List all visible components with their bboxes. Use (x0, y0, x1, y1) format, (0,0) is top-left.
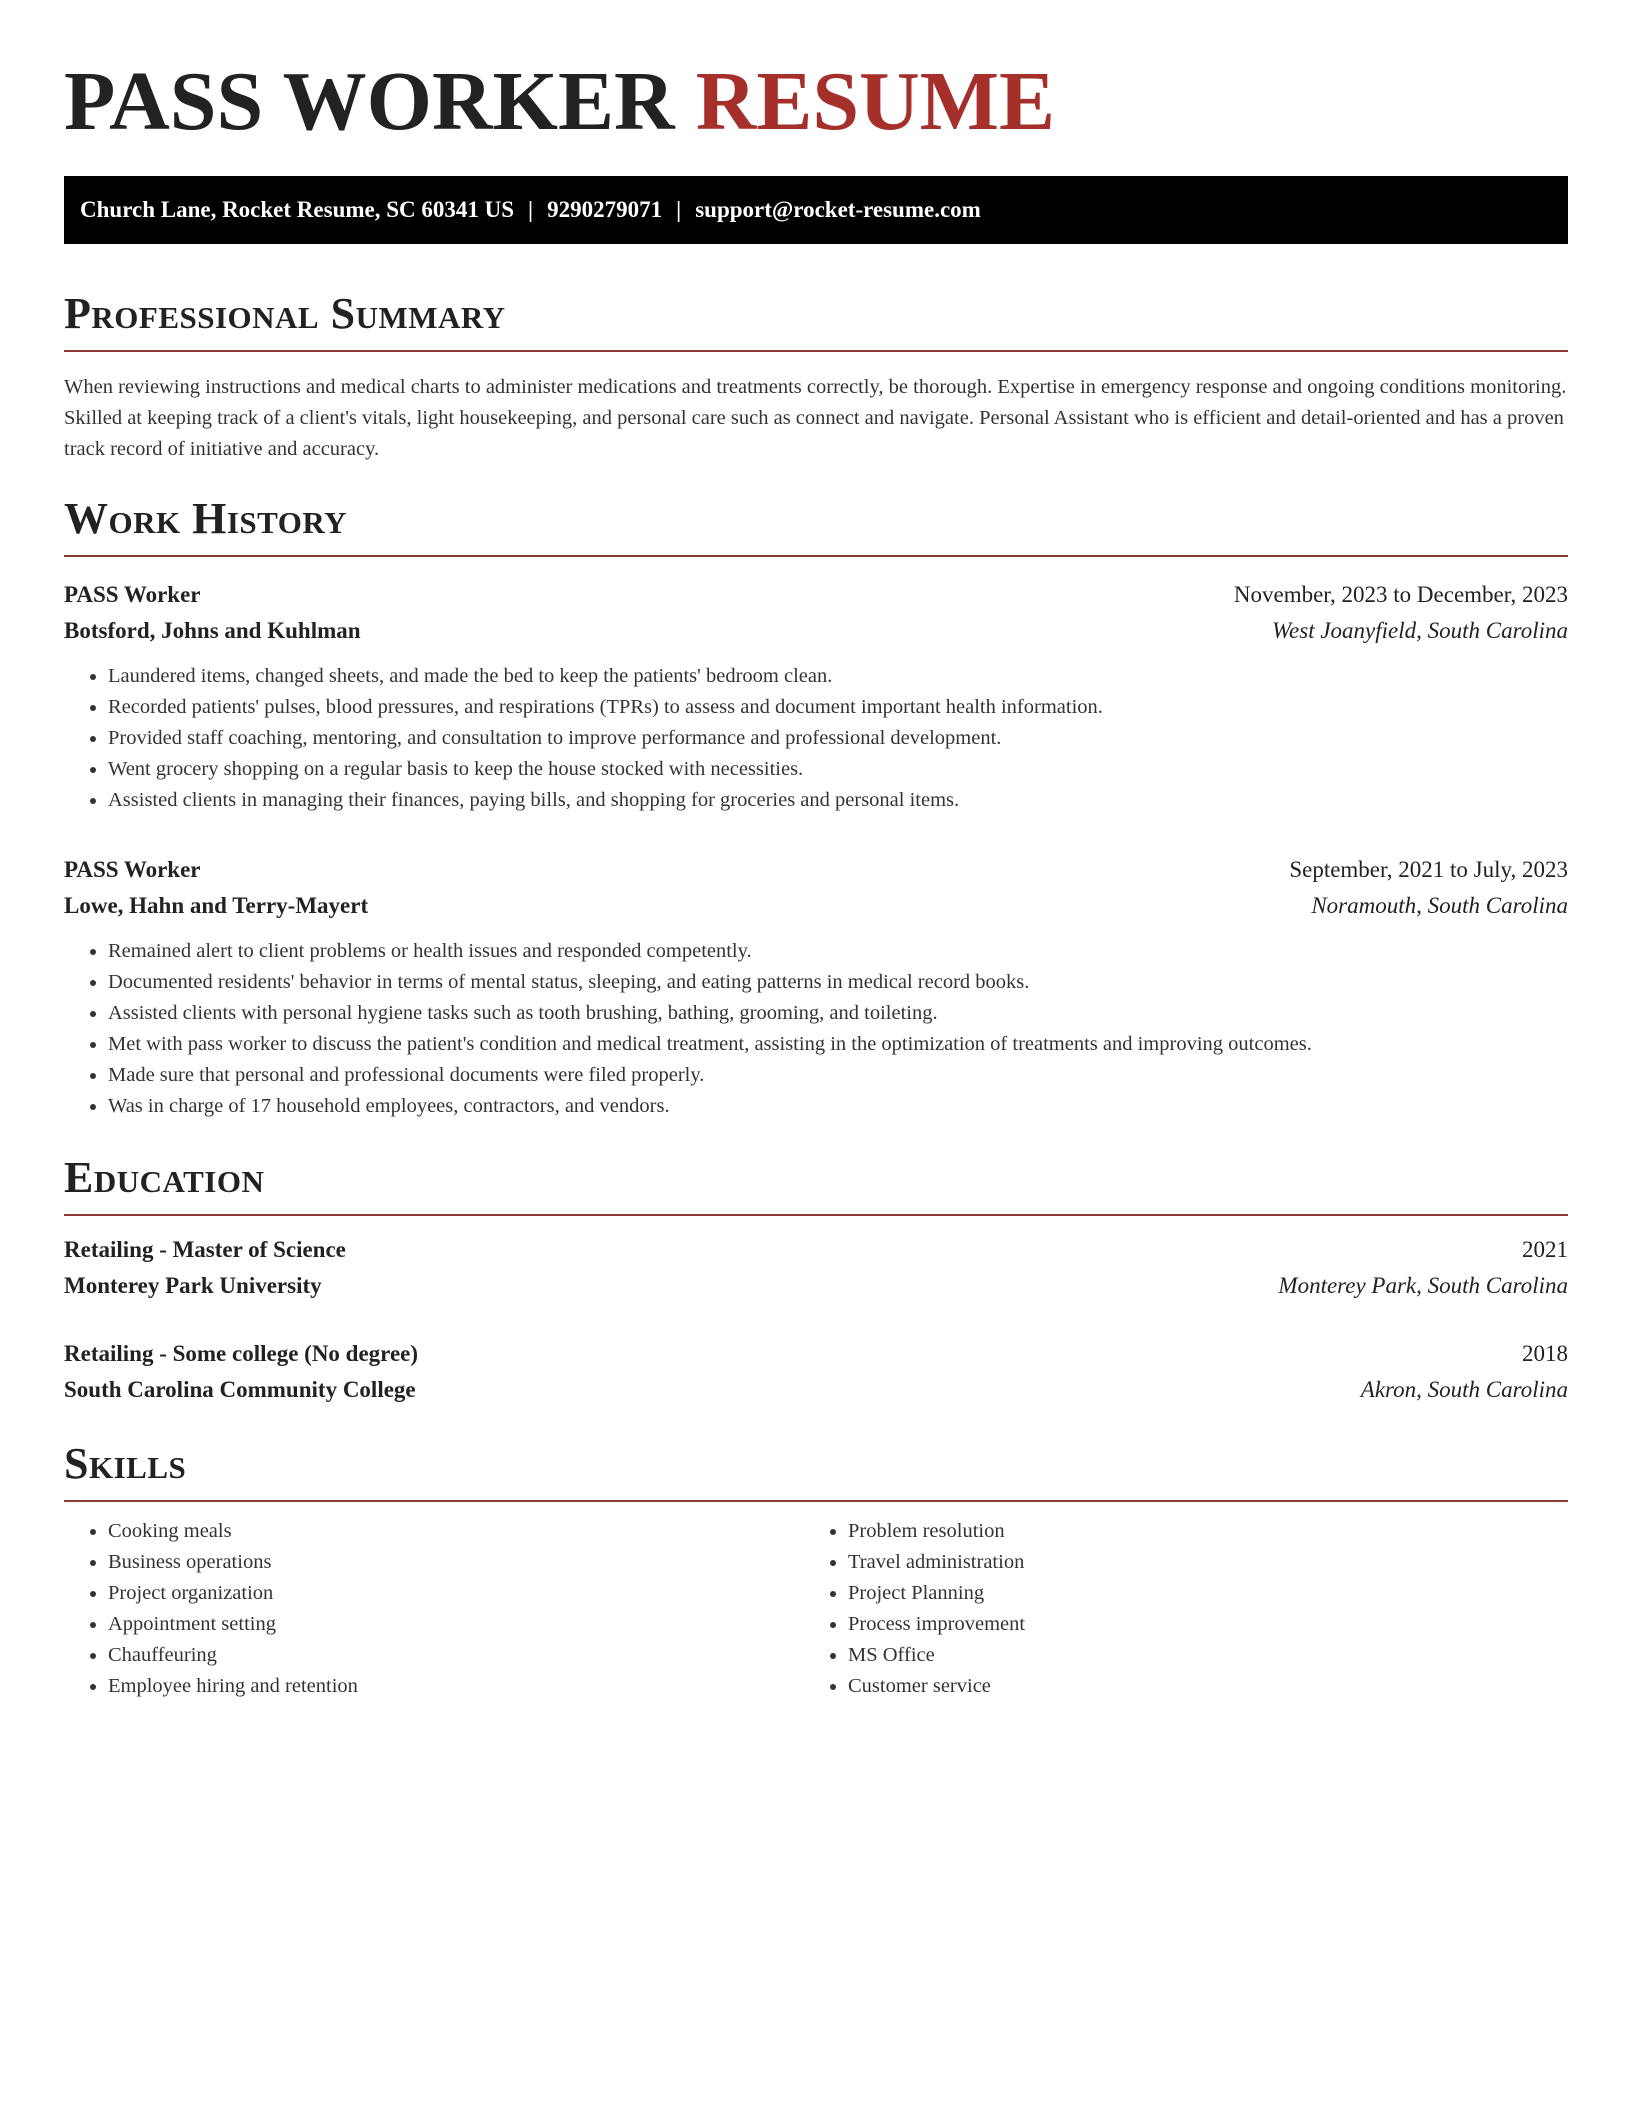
skills-list (64, 1516, 804, 1702)
skill-item: • Appointment setting (108, 1609, 804, 1640)
education-school-row (64, 1372, 1568, 1408)
job-duty: • Recorded patients' pulses, blood pressures, and respirations (TPRs) to assess and document important health information. (108, 692, 1568, 723)
skill-item: • Cooking meals (108, 1516, 804, 1547)
section-divider (64, 555, 1568, 557)
skill-item: • Project organization (108, 1578, 804, 1609)
section-divider (64, 1500, 1568, 1502)
job-company: Lowe, Hahn and Terry-Mayert (64, 893, 369, 918)
contact-bar (64, 176, 1568, 244)
job-duty: • Laundered items, changed sheets, and made the bed to keep the patients' bedroom clean. (108, 661, 1568, 692)
education-year: 2021 (1522, 1237, 1568, 1262)
skill-item: • Process improvement (848, 1609, 1544, 1640)
skills-grid (64, 1516, 1568, 1702)
education-degree-row (64, 1336, 1568, 1372)
job-dates: September, 2021 to July, 2023 (1289, 857, 1568, 882)
job-duty: • Was in charge of 17 household employees, contractors, and vendors. (108, 1091, 1568, 1122)
education-school-row (64, 1268, 1568, 1304)
job-duties-list (64, 661, 1568, 816)
job-company: Botsford, Johns and Kuhlman (64, 618, 361, 643)
skill-item: • MS Office (848, 1640, 1544, 1671)
skill-item: • Project Planning (848, 1578, 1544, 1609)
education-location: Akron, South Carolina (1360, 1377, 1568, 1402)
skills-column-left (64, 1516, 804, 1702)
title-main: PASS WORKER (64, 55, 675, 148)
job-duty: • Met with pass worker to discuss the patient's condition and medical treatment, assisting in the optimization of treatments and improving outcomes. (108, 1029, 1568, 1060)
job-location: Noramouth, South Carolina (1311, 893, 1568, 918)
skills-heading: Skills (64, 1439, 187, 1488)
resume-title (64, 0, 1568, 148)
job-duty: • Provided staff coaching, mentoring, and consultation to improve performance and professional development. (108, 723, 1568, 754)
education-heading: Education (64, 1153, 265, 1202)
education-school: South Carolina Community College (64, 1377, 416, 1402)
work-history-heading: Work History (64, 494, 348, 543)
resume-page (64, 0, 1568, 1702)
contact-separator: | (528, 197, 534, 222)
summary-text: When reviewing instructions and medical charts to administer medications and treatments correctly, be thorough. Expertise in emergency response and ongoing conditions monitoring. Skilled at keeping track of a client's vitals, light housekeeping, and personal care such as connect and navigate. Personal Assistant who is efficient and detail-oriented and has a proven track record of initiative and accuracy. (64, 376, 1567, 460)
section-divider (64, 1214, 1568, 1216)
skill-item: • Employee hiring and retention (108, 1671, 804, 1702)
education-entry (64, 1336, 1568, 1408)
job-title: PASS Worker (64, 582, 201, 607)
contact-address: Church Lane, Rocket Resume, SC 60341 US (80, 197, 515, 222)
job-company-row (64, 888, 1568, 924)
education-entry (64, 1232, 1568, 1304)
education-degree-row (64, 1232, 1568, 1268)
job-entry (64, 577, 1568, 816)
education-degree: Retailing - Some college (No degree) (64, 1341, 419, 1366)
skill-item: • Problem resolution (848, 1516, 1544, 1547)
job-company-row (64, 613, 1568, 649)
job-duty: • Remained alert to client problems or health issues and responded competently. (108, 936, 1568, 967)
job-dates: November, 2023 to December, 2023 (1233, 582, 1568, 607)
education-degree: Retailing - Master of Science (64, 1237, 346, 1262)
job-entry (64, 852, 1568, 1122)
skill-item: • Travel administration (848, 1547, 1544, 1578)
job-header-row (64, 852, 1568, 888)
contact-phone: 9290279071 (547, 197, 663, 222)
job-duties-list (64, 936, 1568, 1122)
job-title: PASS Worker (64, 857, 201, 882)
skill-item: • Customer service (848, 1671, 1544, 1702)
job-duty: • Assisted clients in managing their finances, paying bills, and shopping for groceries and personal items. (108, 785, 1568, 816)
job-duty: • Documented residents' behavior in terms of mental status, sleeping, and eating patterns in medical record books. (108, 967, 1568, 998)
skills-list (804, 1516, 1544, 1702)
skill-item: • Business operations (108, 1547, 804, 1578)
contact-email: support@rocket-resume.com (695, 197, 981, 222)
summary-heading: Professional Summary (64, 289, 506, 338)
title-accent: RESUME (695, 55, 1056, 148)
contact-separator: | (676, 197, 682, 222)
job-duty: • Assisted clients with personal hygiene tasks such as tooth brushing, bathing, grooming, and toileting. (108, 998, 1568, 1029)
education-school: Monterey Park University (64, 1273, 322, 1298)
education-year: 2018 (1522, 1341, 1568, 1366)
job-duty: • Went grocery shopping on a regular basis to keep the house stocked with necessities. (108, 754, 1568, 785)
job-header-row (64, 577, 1568, 613)
skill-item: • Chauffeuring (108, 1640, 804, 1671)
education-location: Monterey Park, South Carolina (1278, 1273, 1568, 1298)
section-divider (64, 350, 1568, 352)
job-location: West Joanyfield, South Carolina (1271, 618, 1568, 643)
job-duty: • Made sure that personal and professional documents were filed properly. (108, 1060, 1568, 1091)
skills-column-right (804, 1516, 1544, 1702)
